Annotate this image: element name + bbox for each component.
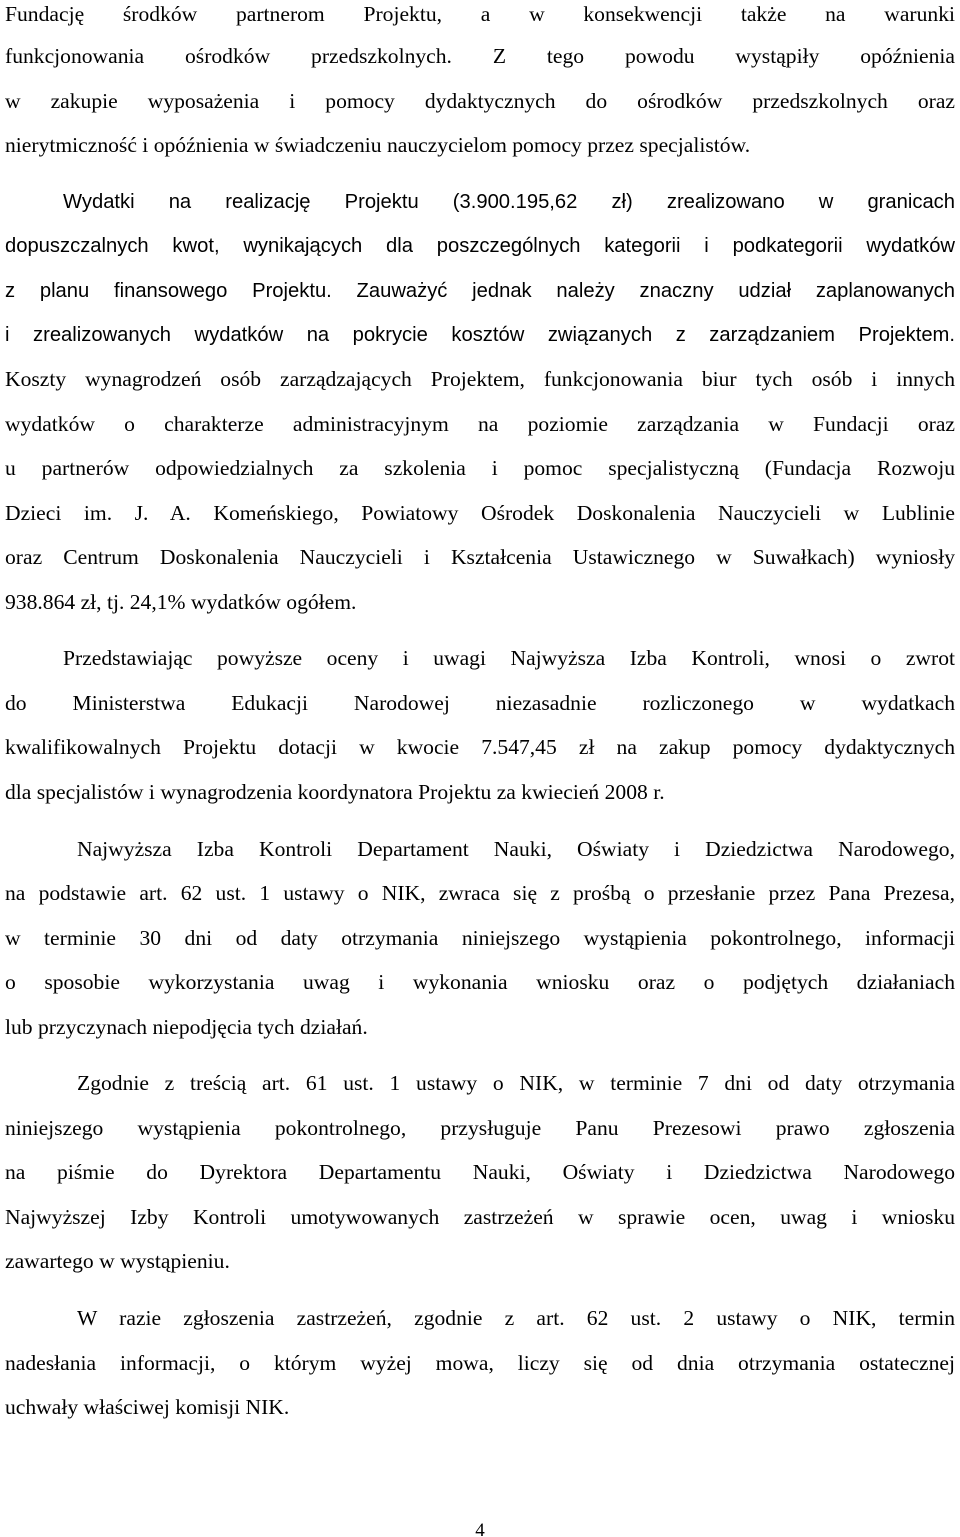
text-line: Fundację środków partnerom Projektu, a w konsekwencji także na warunki — [5, 2, 955, 26]
text-line: dla specjalistów i wynagrodzenia koordynatora Projektu za kwiecień 2008 r. — [5, 780, 665, 804]
text-line: nierytmiczność i opóźnienia w świadczeniu nauczycielom pomocy przez specjalistów. — [5, 133, 751, 157]
text-line: nadesłania informacji, o którym wyżej mowa, liczy się od dnia otrzymania ostatecznej — [5, 1351, 955, 1375]
text-line: z planu finansowego Projektu. Zauważyć jednak należy znaczny udział zaplanowanych — [5, 280, 955, 302]
text-line: oraz Centrum Doskonalenia Nauczycieli i Kształcenia Ustawicznego w Suwałkach) wyniosły — [5, 545, 955, 569]
text-line: Koszty wynagrodzeń osób zarządzających Projektem, funkcjonowania biur tych osób i innych — [5, 367, 955, 391]
text-line: Przedstawiając powyższe oceny i uwagi Najwyższa Izba Kontroli, wnosi o zwrot — [63, 646, 955, 670]
text-line: Wydatki na realizację Projektu (3.900.195,62 zł) zrealizowano w granicach — [63, 191, 955, 213]
text-line: w terminie 30 dni od daty otrzymania niniejszego wystąpienia pokontrolnego, informacji — [5, 926, 955, 950]
text-line: Najwyższa Izba Kontroli Departament Nauki, Oświaty i Dziedzictwa Narodowego, — [77, 837, 955, 861]
text-line: uchwały właściwej komisji NIK. — [5, 1395, 290, 1419]
text-line: Najwyższej Izby Kontroli umotywowanych zastrzeżeń w sprawie ocen, uwag i wniosku — [5, 1205, 955, 1229]
text-line: W razie zgłoszenia zastrzeżeń, zgodnie z art. 62 ust. 2 ustawy o NIK, termin — [77, 1306, 955, 1330]
text-line: u partnerów odpowiedzialnych za szkolenia i pomoc specjalistyczną (Fundacja Rozwoju — [5, 456, 955, 480]
text-line: kwalifikowalnych Projektu dotacji w kwocie 7.547,45 zł na zakup pomocy dydaktycznych — [5, 735, 955, 759]
text-line: na piśmie do Dyrektora Departamentu Nauki, Oświaty i Dziedzictwa Narodowego — [5, 1160, 955, 1184]
text-line: Dzieci im. J. A. Komeńskiego, Powiatowy Ośrodek Doskonalenia Nauczycieli w Lublinie — [5, 501, 955, 525]
text-line: o sposobie wykorzystania uwag i wykonania wniosku oraz o podjętych działaniach — [5, 970, 955, 994]
text-line: funkcjonowania ośrodków przedszkolnych. Z tego powodu wystąpiły opóźnienia — [5, 44, 955, 68]
text-line: lub przyczynach niepodjęcia tych działań. — [5, 1015, 368, 1039]
page-number: 4 — [475, 1520, 485, 1537]
text-line: w zakupie wyposażenia i pomocy dydaktycznych do ośrodków przedszkolnych oraz — [5, 89, 955, 113]
text-line: do Ministerstwa Edukacji Narodowej niezasadnie rozliczonego w wydatkach — [5, 691, 955, 715]
text-line: wydatków o charakterze administracyjnym na poziomie zarządzania w Fundacji oraz — [5, 412, 955, 436]
text-line: 938.864 zł, tj. 24,1% wydatków ogółem. — [5, 590, 357, 614]
text-line: Zgodnie z treścią art. 61 ust. 1 ustawy o NIK, w terminie 7 dni od daty otrzymania — [77, 1071, 955, 1095]
text-line: na podstawie art. 62 ust. 1 ustawy o NIK, zwraca się z prośbą o przesłanie przez Pana Prezesa, — [5, 881, 955, 905]
text-line: dopuszczalnych kwot, wynikających dla poszczególnych kategorii i podkategorii wydatków — [5, 235, 955, 257]
text-line: i zrealizowanych wydatków na pokrycie kosztów związanych z zarządzaniem Projektem. — [5, 324, 955, 346]
text-line: niniejszego wystąpienia pokontrolnego, przysługuje Panu Prezesowi prawo zgłoszenia — [5, 1116, 955, 1140]
text-line: zawartego w wystąpieniu. — [5, 1249, 230, 1273]
